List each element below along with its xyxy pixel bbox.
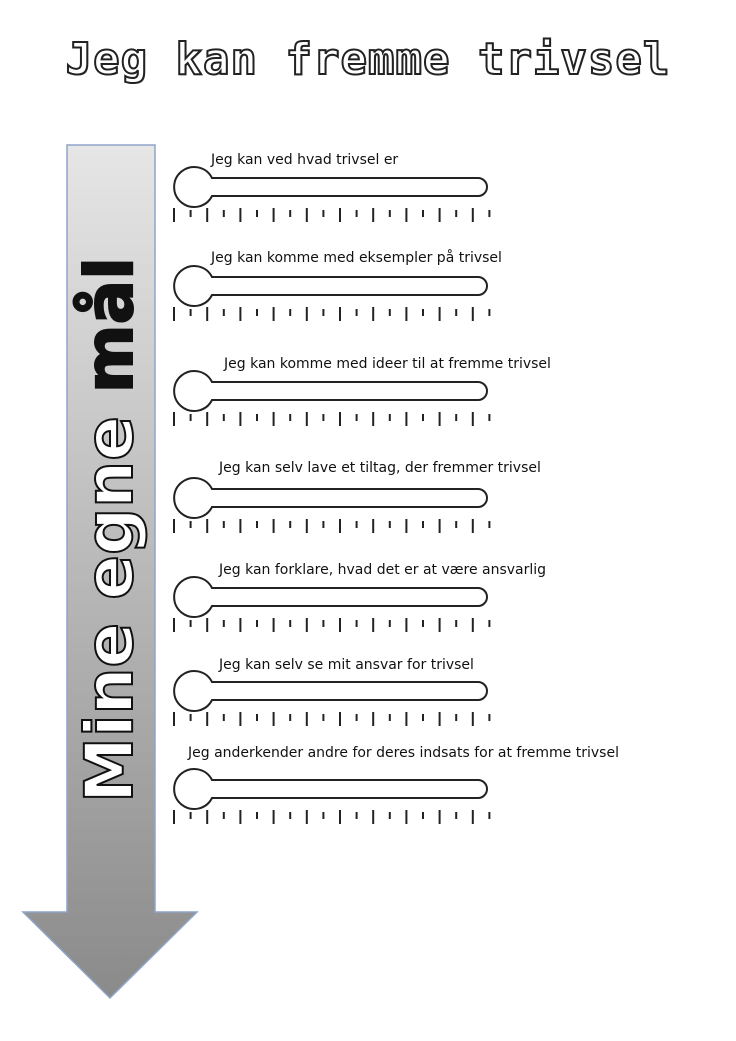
thermometer-outline <box>174 266 487 306</box>
thermometer-scale <box>160 477 500 537</box>
goal-label: Jeg kan selv se mit ansvar for trivsel <box>219 657 474 673</box>
thermometer-outline <box>174 769 487 809</box>
thermometer-scale <box>160 166 500 226</box>
goal-label: Jeg anderkender andre for deres indsats for at fremme trivsel <box>188 745 619 761</box>
goal-label: Jeg kan komme med eksempler på trivsel <box>211 250 502 266</box>
thermometer-scale <box>160 576 500 636</box>
thermometer-outline <box>174 167 487 207</box>
thermometer-scale <box>160 670 500 730</box>
thermometer-scale <box>160 265 500 325</box>
thermometer-outline <box>174 478 487 518</box>
thermometer-scale <box>160 370 500 430</box>
page-title: Jeg kan fremme trivsel <box>65 34 671 85</box>
thermometer-outline <box>174 371 487 411</box>
thermometer-outline <box>174 671 487 711</box>
goal-label: Jeg kan ved hvad trivsel er <box>211 152 399 168</box>
side-banner-part2: mål <box>71 257 148 394</box>
side-banner-text <box>71 257 148 803</box>
thermometer-outline <box>174 577 487 617</box>
side-banner-part1: Mine egne <box>71 393 148 803</box>
goal-label: Jeg kan selv lave et tiltag, der fremmer trivsel <box>219 460 541 476</box>
goal-label: Jeg kan komme med ideer til at fremme trivsel <box>224 356 551 372</box>
goal-label: Jeg kan forklare, hvad det er at være ansvarlig <box>219 562 547 578</box>
thermometer-scale <box>160 768 500 828</box>
